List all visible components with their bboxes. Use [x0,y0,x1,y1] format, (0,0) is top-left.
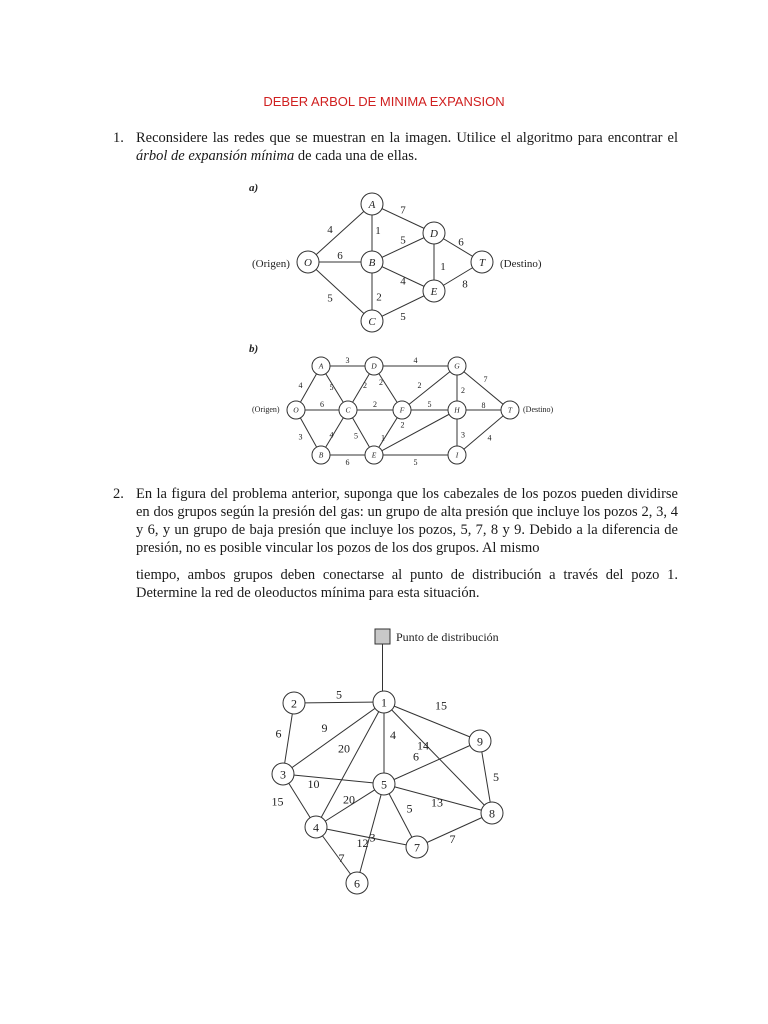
question-2-continued [136,566,678,602]
edge-weight-3-5: 10 [307,777,320,792]
destination-label: (Destino) [523,405,554,414]
node-B-label: B [368,256,376,269]
edge-O-C [308,262,372,321]
edge-weight-O-C: 5 [327,292,333,305]
question-text-part: de cada una de ellas. [294,148,418,164]
page-title: DEBER ARBOL DE MINIMA EXPANSION [263,94,505,109]
node-9-label: 9 [477,734,483,749]
edge-5-9 [384,738,480,784]
node-C-label: C [345,405,351,415]
edge-weight-B-C: 4 [329,430,334,440]
node-I-label: I [455,450,459,460]
edge-weight-4-1: 20 [338,741,350,756]
node-E-label: E [430,285,438,298]
node-1-label: 1 [381,695,387,710]
edge-weight-F-G: 2 [417,380,422,390]
question-text: tiempo, ambos grupos deben conectarse al punto de distribución a través del pozo 1. Determine la red de oleoductos mínima para esta situación. [136,567,678,601]
edge-weight-O-A: 4 [298,380,303,390]
edge-weight-2-1: 5 [336,687,342,702]
edge-weight-5-9: 6 [413,749,419,764]
distribution-point-label: Punto de distribución [396,630,499,644]
edge-weight-5-6: 3 [369,830,376,845]
edge-weight-A-D: 7 [400,204,406,217]
edge-weight-A-B: 1 [375,224,381,237]
wells-network-figure [260,620,530,900]
question-text: En la figura del problema anterior, suponga que los cabezales de los pozos pueden dividirse en dos grupos según la presión del gas: un grupo de alta presión que incluye los pozos 2, 3, 4 y 6, y un grupo de baja presión que incluye los pozos, 5, 7, 8 y 9. Debido a la diferencia de presión, no es posible vincular los pozos de los dos grupos. Al mismo [136,486,678,556]
node-T-label: T [507,405,513,415]
origin-label: (Origen) [252,405,280,414]
node-E-label: E [371,450,377,460]
question-number: 1. [113,130,124,146]
node-3-label: 3 [280,767,286,782]
edge-weight-D-E: 1 [440,260,446,273]
edge-weight-9-8: 5 [493,770,499,785]
edge-weight-5-7: 5 [406,801,413,816]
edge-weight-3-4: 15 [271,794,284,809]
edge-weight-B-D: 5 [400,234,406,247]
edge-weight-A-D: 3 [345,355,350,365]
edge-weight-5-8: 13 [431,795,443,810]
edge-weight-G-H: 2 [461,385,465,395]
edge-weight-E-H: 2 [400,420,405,430]
node-O-label: O [304,256,312,269]
edge-weight-C-D: 2 [363,380,367,390]
edge-2-1 [294,702,384,703]
edge-weight-2-3: 6 [275,726,282,741]
question-number: 2. [113,486,124,502]
edge-weight-I-T: 4 [487,433,492,443]
network-a-figure [240,178,560,338]
node-T-label: T [478,256,486,269]
node-G-label: G [454,361,460,371]
node-B-label: B [318,450,324,460]
edge-weight-7-8: 7 [449,832,456,847]
edge-weight-D-T: 6 [458,236,464,249]
figure-label: b) [249,343,259,355]
edge-weight-D-G: 4 [413,355,418,365]
edge-weight-F-H: 5 [427,399,432,409]
edge-weight-E-T: 8 [462,278,468,291]
node-8-label: 8 [489,806,495,821]
network-b-figure [240,340,570,470]
question-text [113,129,678,165]
edge-weight-D-F: 2 [379,377,383,387]
node-C-label: C [368,315,376,328]
node-A-label: A [368,198,376,211]
edge-weight-1-9: 15 [435,698,447,713]
node-F-label: F [399,405,405,415]
edge-weight-B-E: 6 [345,457,350,467]
node-D-label: D [371,361,377,371]
edge-E-H [374,410,457,455]
edge-weight-4-7: 12 [356,836,369,851]
edge-3-5 [283,774,384,784]
edge-weight-B-E: 4 [400,275,406,288]
edge-weight-3-1: 9 [321,721,328,736]
destination-label: (Destino) [500,258,542,270]
edge-1-9 [384,702,480,741]
edge-weight-4-5: 20 [343,792,355,807]
edge-weight-G-T: 7 [483,374,488,384]
edge-weight-O-B: 6 [337,249,343,262]
origin-label: (Origen) [252,258,290,270]
node-6-label: 6 [354,876,360,891]
edge-weight-O-A: 4 [327,223,333,236]
edge-weight-H-T: 8 [481,400,486,410]
edge-weight-A-C: 5 [329,382,334,392]
edge-weight-H-I: 3 [461,430,465,440]
distribution-point-box [375,629,390,644]
question-text-part: Reconsidere las redes que se muestran en la imagen. Utilice el algoritmo para encontrar el [136,130,678,146]
edge-weight-B-C: 2 [376,291,382,304]
edge-weight-O-B: 3 [298,432,303,442]
node-7-label: 7 [414,840,420,855]
node-5-label: 5 [381,777,387,792]
edge-weight-C-E: 5 [400,310,406,323]
node-4-label: 4 [313,820,319,835]
node-D-label: D [430,227,438,240]
edge-weight-E-I: 5 [413,457,418,467]
question-text-emphasis: árbol de expansión mínima [136,148,295,164]
edge-weight-O-C: 6 [320,399,324,409]
edge-weight-E-F: 1 [381,433,385,443]
edge-weight-C-E: 5 [354,431,358,441]
node-H-label: H [454,405,460,415]
question-1 [113,129,678,165]
edge-weight-1-5: 4 [390,728,396,743]
figure-label: a) [249,182,259,194]
node-A-label: A [318,361,324,371]
edge-weight-1-8: 14 [417,738,429,753]
question-2 [113,485,678,557]
node-2-label: 2 [291,696,297,711]
node-O-label: O [293,405,299,415]
edge-weight-4-6: 7 [338,851,345,866]
edge-weight-C-F: 2 [373,399,377,409]
